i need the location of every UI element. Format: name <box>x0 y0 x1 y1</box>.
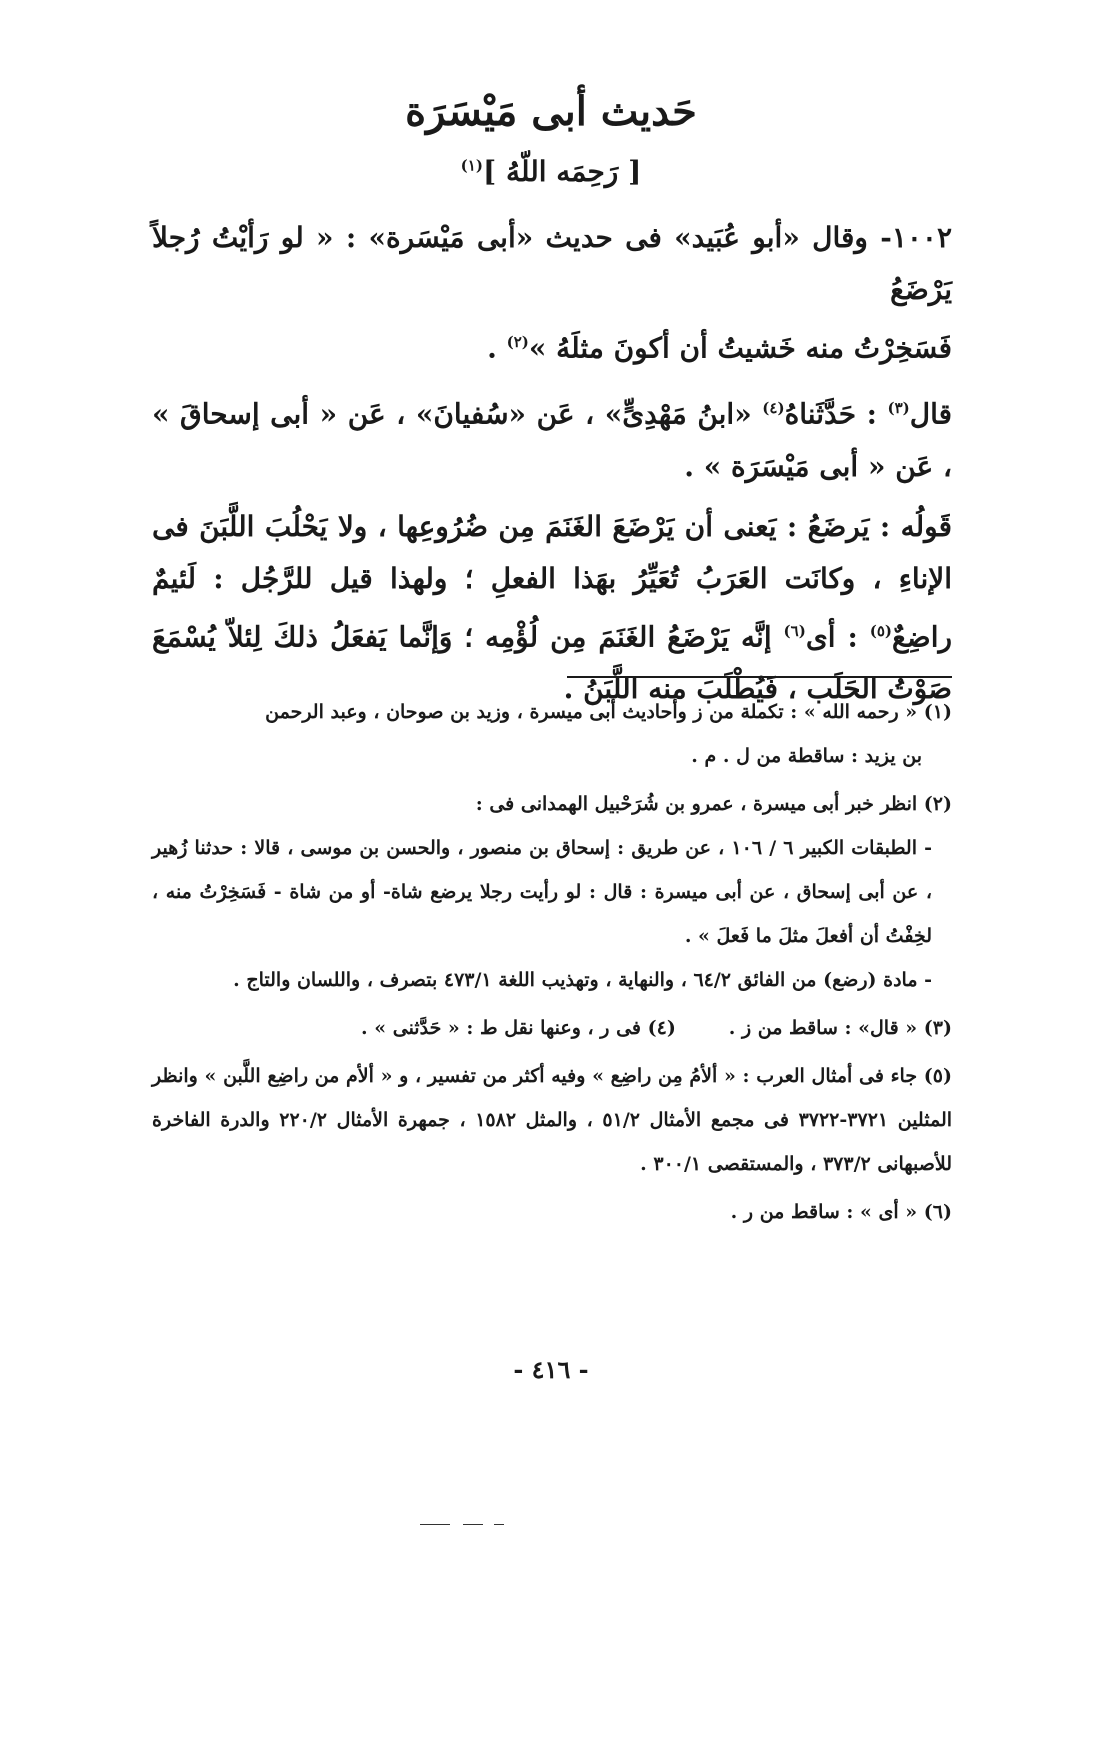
paragraph-text: . <box>487 331 507 365</box>
footnote-3-4 <box>152 1006 952 1050</box>
footnote-5 <box>152 1054 952 1186</box>
footnote-6 <box>152 1190 952 1234</box>
footnote-ref: (٦) <box>783 621 806 640</box>
footnote-number: (٢) <box>923 793 952 815</box>
scan-mark <box>494 1524 504 1525</box>
paragraph-text: إنَّه يَرْضَعُ الغَنَمَ مِن لُؤْمِه ؛ وَإنَّما يَفعَلُ ذلكَ لِئلاّ يُسْمَعَ صَوْتُ الحَلَب ، فَيُطْلَبَ منه اللَّبَنُ . <box>152 619 952 705</box>
footnote-number: (٤) <box>647 1017 676 1039</box>
paragraph-text: ١٠٠٢- وقال «أبو عُبَيد» فى حديث «أبى مَيْسَرة» : « لو رَأيْتُ رُجلاً يَرْضَعُ <box>152 221 952 306</box>
scan-artifact <box>420 1524 505 1526</box>
chapter-subtitle <box>0 155 1102 188</box>
footnotes-section <box>152 690 952 1238</box>
paragraph-text: : أى <box>805 619 870 653</box>
footnote-text: بن يزيد : ساقطة من ل . م . <box>691 745 922 767</box>
footnote-ref: (٤) <box>762 399 785 418</box>
footnote-ref: (١) <box>460 156 483 175</box>
paragraph-text: «ابنُ مَهْدِىٍّ» ، عَن «سُفيانَ» ، عَن « أبى إسحاقَ » ، عَن « أبى مَيْسَرَة » . <box>152 397 952 483</box>
paragraph-text: فَسَخِرْتُ منه خَشيتُ أن أكونَ مثلَهُ » <box>528 331 952 365</box>
footnote-divider <box>567 676 952 678</box>
chapter-title-text: حَديث أبى مَيْسَرَة <box>405 88 697 135</box>
footnote-text: « قال» : ساقط من ز . <box>728 1017 918 1039</box>
page-number-text: - ٤١٦ - <box>513 1355 589 1384</box>
scan-mark <box>420 1524 450 1525</box>
footnote-1 <box>152 690 952 778</box>
footnote-number: (٦) <box>923 1201 952 1223</box>
paragraph-2 <box>152 382 952 492</box>
footnote-subitem: - الطبقات الكبير ٦ / ١٠٦ ، عن طريق : إسحاق بن منصور ، والحسن بن موسى ، قالا : حدثنا زُهير ، عن أبى إسحاق ، عن أبى ميسرة : قال : لو رأيت رجلا يرضع شاة- أو من شاة - فَسَخِرْتُ منه ، لخِفْتُ أن أفعلَ مثلَ ما فَعلَ » . <box>152 837 932 947</box>
page-number <box>0 1355 1102 1384</box>
paragraph-text: قَولُه : يَرضَعُ : يَعنى أن يَرْضَعَ الغَنَمَ مِن ضُرُوعِها ، ولا يَحْلُبَ اللَّبَنَ فى الإناءِ ، وكانَت العَرَبُ تُعَيِّرُ بهَذا الفعلِ ؛ ولهذا قيل للرَّجُل : لَئيمٌ راضِعٌ <box>152 509 952 653</box>
chapter-title <box>0 88 1102 135</box>
footnote-number: (٥) <box>923 1065 952 1087</box>
subtitle-text: [ رَحِمَه اللّهُ ] <box>482 155 642 188</box>
footnote-number: (١) <box>923 701 952 723</box>
footnote-ref: (٣) <box>887 399 910 418</box>
paragraph-3 <box>152 501 952 715</box>
footnote-subitem: - مادة (رضع) من الفائق ٦٤/٢ ، والنهاية ، وتهذيب اللغة ٤٧٣/١ بتصرف ، واللسان والتاج . <box>233 969 932 991</box>
footnote-text: « أى » : ساقط من ر . <box>730 1201 918 1223</box>
main-text <box>152 212 952 723</box>
footnote-number: (٣) <box>923 1017 952 1039</box>
paragraph-text: : حَدَّثَناهُ <box>784 397 888 431</box>
footnote-text: انظر خبر أبى ميسرة ، عمرو بن شُرَحْبيل الهمدانى فى : <box>475 793 918 815</box>
paragraph-1 <box>152 212 952 374</box>
scan-mark <box>463 1524 483 1525</box>
paragraph-text: قال <box>909 397 953 431</box>
footnote-ref: (٥) <box>869 621 893 640</box>
footnote-text: فى ر ، وعنها نقل ط : « حَدَّثنى » . <box>361 1017 641 1039</box>
footnote-2 <box>152 782 952 1002</box>
footnote-text: جاء فى أمثال العرب : « ألأمُ مِن راضِع » وفيه أكثر من تفسير ، و « ألأم من راضِع اللَّبن » وانظر المثلين ٣٧٢١-٣٧٢٢ فى مجمع الأمثال ٥١/٢ ، والمثل ١٥٨٢ ، جمهرة الأمثال ٢٢٠/٢ والدرة الفاخرة للأصبهانى ٣٧٣/٢ ، والمستقصى ٣٠٠/١ . <box>152 1065 953 1175</box>
footnote-text: « رحمه الله » : تكملة من ز وأحاديث أبى ميسرة ، وزيد بن صوحان ، وعبد الرحمن <box>265 701 918 723</box>
footnote-ref: (٢) <box>506 333 529 351</box>
